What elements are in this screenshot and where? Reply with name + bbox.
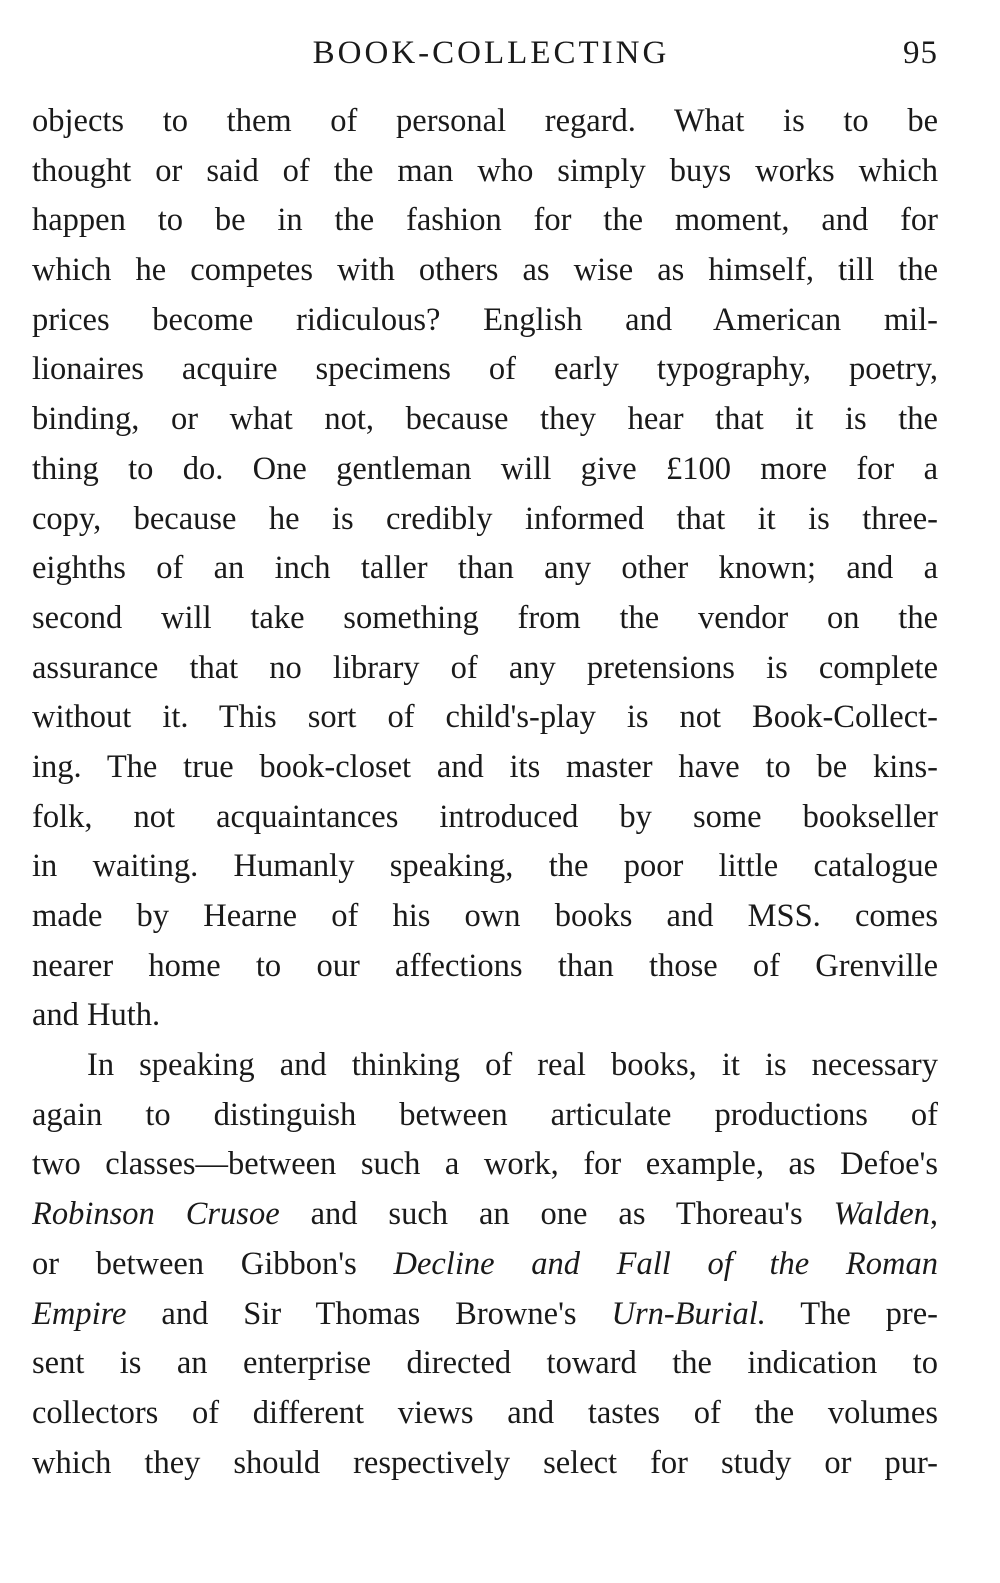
page-number: 95 xyxy=(903,35,938,71)
text-line: binding, or what not, because they hear that it is the xyxy=(32,401,938,438)
text-line: nearer home to our affections than those of Grenville xyxy=(32,947,938,984)
text-line: made by Hearne of his own books and MSS. comes xyxy=(32,898,938,934)
text-line xyxy=(32,1240,938,1290)
text-line: prices become ridiculous? English and American mil- xyxy=(32,301,938,338)
text-line: happen to be in the fashion for the moment, and for xyxy=(32,202,938,239)
text-line: ing. The true book-closet and its master have to be kins- xyxy=(32,748,938,785)
text-span: and Sir Thomas Browne's xyxy=(126,1295,612,1332)
text-line: again to distinguish between articulate productions of xyxy=(32,1096,938,1133)
text-line: assurance that no library of any pretensions is complete xyxy=(32,649,938,686)
body-text xyxy=(32,97,938,1488)
paragraph-1 xyxy=(32,97,938,1041)
book-title: Robinson Crusoe xyxy=(32,1196,280,1233)
running-head xyxy=(32,28,938,78)
text-line: objects to them of personal regard. What is to be xyxy=(32,103,938,139)
text-line: thing to do. One gentleman will give £100 more for a xyxy=(32,450,938,487)
book-title: Decline and Fall of the Roman xyxy=(393,1245,938,1282)
paragraph-2 xyxy=(32,1041,938,1488)
text-span: , xyxy=(929,1196,938,1233)
text-line: without it. This sort of child's-play is not Book-Collect- xyxy=(32,699,938,736)
text-line: which they should respectively select for study or pur- xyxy=(32,1444,938,1481)
text-span: The pre- xyxy=(765,1295,938,1332)
text-line: lionaires acquire specimens of early typography, poetry, xyxy=(32,351,938,388)
text-line: second will take something from the vendor on the xyxy=(32,599,938,636)
text-line: which he competes with others as wise as himself, till the xyxy=(32,252,938,289)
text-line xyxy=(32,1190,938,1240)
text-line: sent is an enterprise directed toward the indication to xyxy=(32,1345,938,1382)
text-line: in waiting. Humanly speaking, the poor little catalogue xyxy=(32,848,938,885)
text-line: folk, not acquaintances introduced by some bookseller xyxy=(32,798,938,835)
text-line: In speaking and thinking of real books, it is necessary xyxy=(87,1047,938,1084)
text-line: collectors of different views and tastes of the volumes xyxy=(32,1394,938,1431)
text-span: or between Gibbon's xyxy=(32,1245,394,1282)
text-span: and such an one as Thoreau's xyxy=(279,1196,834,1233)
text-line: two classes—between such a work, for example, as Defoe's xyxy=(32,1146,938,1183)
text-line: thought or said of the man who simply buys works which xyxy=(32,152,938,189)
text-line xyxy=(32,1290,938,1340)
book-title: Empire xyxy=(32,1295,127,1332)
book-title: Walden xyxy=(833,1196,930,1233)
text-line: eighths of an inch taller than any other known; and a xyxy=(32,550,938,587)
running-title: BOOK-COLLECTING xyxy=(312,35,670,71)
text-line: and Huth. xyxy=(32,997,161,1034)
text-line: copy, because he is credibly informed that it is three- xyxy=(32,500,938,537)
book-title: Urn-Burial. xyxy=(611,1295,766,1332)
